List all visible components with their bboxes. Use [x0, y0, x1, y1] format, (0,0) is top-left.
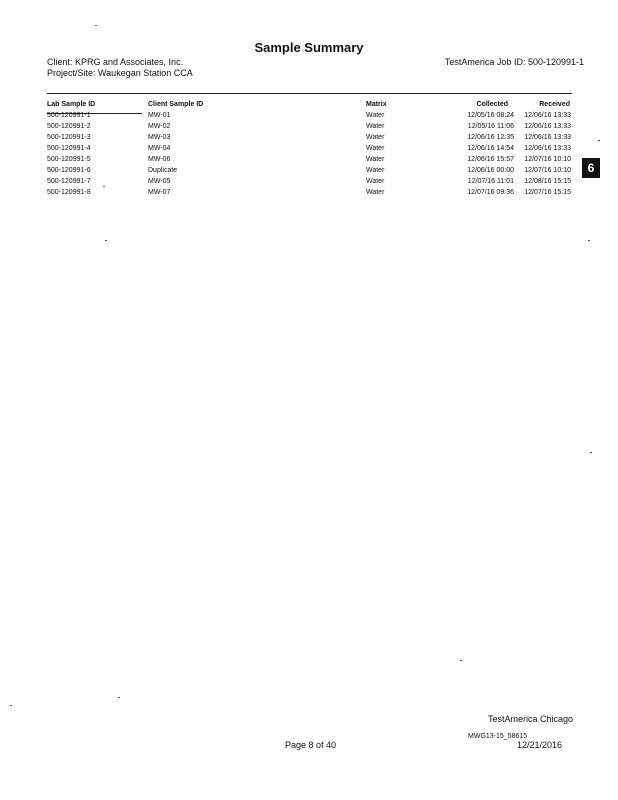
- cell-client-sample-id: MW-02: [148, 123, 171, 130]
- scan-speck: [590, 452, 592, 453]
- footer-date: 12/21/2016: [517, 740, 563, 750]
- cell-lab-sample-id: 500-120991-5: [47, 156, 91, 163]
- cell-client-sample-id: MW-05: [148, 178, 171, 185]
- cell-lab-sample-id: 500-120991-8: [47, 189, 91, 196]
- cell-received: 12/07/16 10:10: [524, 167, 571, 174]
- cell-collected: 12/07/16 11:01: [467, 178, 514, 185]
- scan-speck: [95, 25, 97, 26]
- cell-collected: 12/06/16 14:54: [467, 145, 514, 152]
- cell-lab-sample-id: 500-120991-6: [47, 167, 91, 174]
- cell-client-sample-id: MW-04: [148, 145, 171, 152]
- cell-matrix: Water: [366, 112, 385, 119]
- cell-lab-sample-id: 500-120991-4: [47, 145, 91, 152]
- section-tab-badge: 6: [582, 158, 600, 178]
- footer-page-number: Page 8 of 40: [285, 740, 337, 750]
- cell-matrix: Water: [366, 178, 385, 185]
- project-line: Project/Site: Waukegan Station CCA: [47, 68, 193, 78]
- cell-matrix: Water: [366, 189, 385, 196]
- client-line: Client: KPRG and Associates, Inc.: [47, 57, 184, 67]
- cell-collected: 12/06/16 00:00: [467, 167, 514, 174]
- cell-received: 12/07/16 15:15: [524, 189, 571, 196]
- scan-speck: [10, 705, 12, 706]
- footer-doc-code: MWG13-15_58615: [468, 733, 528, 740]
- cell-lab-sample-id: 500-120991-1: [47, 112, 91, 119]
- col-header-client-sample-id: Client Sample ID: [148, 101, 204, 108]
- header-divider: [47, 93, 572, 94]
- scan-speck: [588, 240, 590, 241]
- cell-collected: 12/07/16 09:36: [467, 189, 514, 196]
- cell-matrix: Water: [366, 123, 385, 130]
- cell-lab-sample-id: 500-120991-7: [47, 178, 91, 185]
- cell-collected: 12/05/16 08:24: [467, 112, 514, 119]
- cell-received: 12/07/16 10:10: [524, 156, 571, 163]
- cell-collected: 12/06/16 12:35: [467, 134, 514, 141]
- scan-speck: [103, 186, 105, 187]
- cell-client-sample-id: Duplicate: [148, 167, 178, 174]
- scan-speck: [118, 697, 120, 698]
- cell-received: 12/06/16 13:33: [524, 123, 571, 130]
- scan-speck: [460, 660, 462, 661]
- cell-lab-sample-id: 500-120991-3: [47, 134, 91, 141]
- cell-client-sample-id: MW-07: [148, 189, 171, 196]
- cell-received: 12/06/16 13:33: [524, 145, 571, 152]
- cell-lab-sample-id: 500-120991-2: [47, 123, 91, 130]
- cell-received: 12/06/16 13:33: [524, 134, 571, 141]
- cell-client-sample-id: MW-01: [148, 112, 171, 119]
- cell-received: 12/08/16 15:15: [524, 178, 571, 185]
- footer-lab-name: TestAmerica Chicago: [487, 714, 573, 724]
- col-header-collected: Collected: [476, 101, 508, 108]
- col-header-lab-sample-id: Lab Sample ID: [47, 101, 96, 108]
- cell-matrix: Water: [366, 134, 385, 141]
- col-header-matrix: Matrix: [366, 101, 387, 108]
- cell-received: 12/06/16 13:33: [524, 112, 571, 119]
- cell-client-sample-id: MW-06: [148, 156, 171, 163]
- scan-speck: [598, 140, 600, 141]
- cell-collected: 12/06/16 15:57: [467, 156, 514, 163]
- cell-matrix: Water: [366, 156, 385, 163]
- cell-matrix: Water: [366, 145, 385, 152]
- cell-client-sample-id: MW-03: [148, 134, 171, 141]
- cell-matrix: Water: [366, 167, 385, 174]
- page-title: Sample Summary: [254, 40, 364, 55]
- job-id-line: TestAmerica Job ID: 500-120991-1: [444, 57, 584, 67]
- scan-speck: [105, 240, 107, 241]
- cell-collected: 12/05/16 11:06: [467, 123, 514, 130]
- col-header-received: Received: [539, 101, 570, 108]
